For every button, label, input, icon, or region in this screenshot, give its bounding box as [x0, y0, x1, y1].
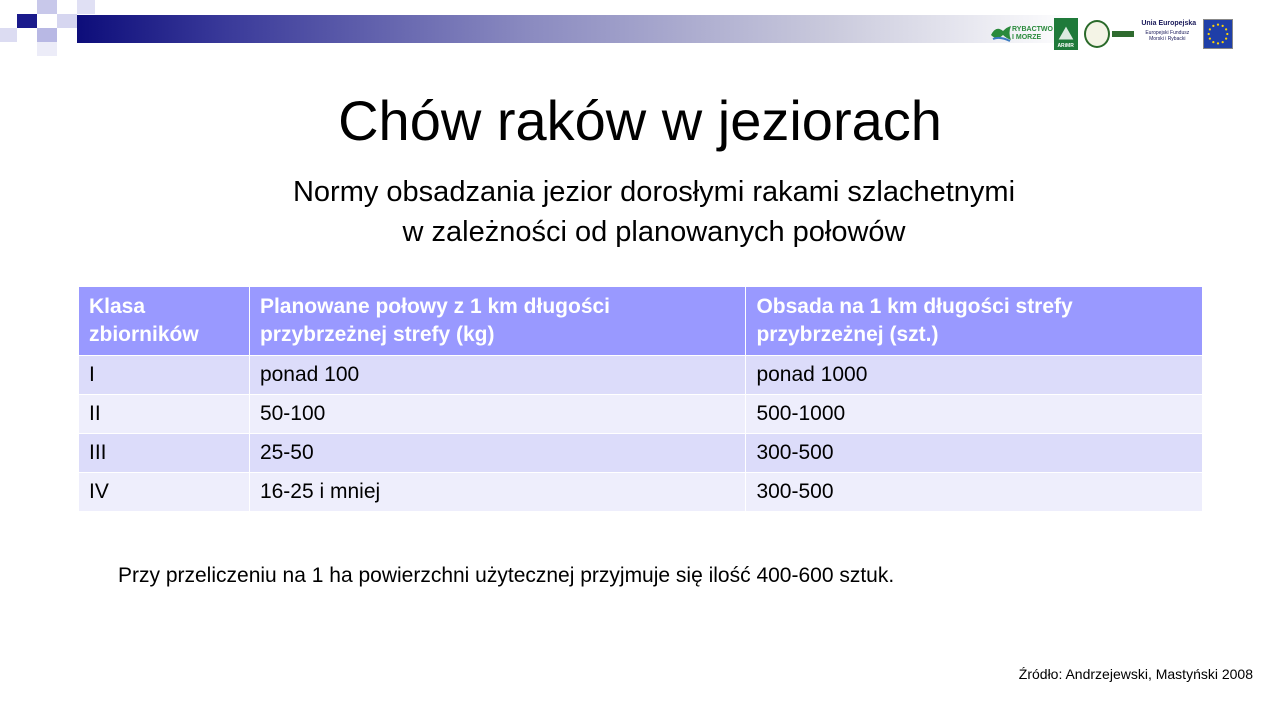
arimr-logo — [1054, 18, 1078, 50]
slide-title: Chów raków w jeziorach — [338, 89, 942, 152]
source-citation: Źródło: Andrzejewski, Mastyński 2008 — [1018, 666, 1253, 682]
table-cell: 16-25 i mniej — [249, 473, 746, 512]
sponsor-logos — [988, 16, 1233, 52]
table-cell: 300-500 — [746, 473, 1203, 512]
ministry-emblem-icon — [1084, 20, 1110, 48]
eu-flag-icon — [1203, 19, 1233, 49]
header-cell-stocking: Obsada na 1 km długości strefy przybrzeżnej (szt.) — [746, 287, 1203, 356]
decor-square — [57, 14, 77, 28]
table-cell: 25-50 — [249, 434, 746, 473]
table-cell: 300-500 — [746, 434, 1203, 473]
decor-square — [0, 28, 17, 42]
table-cell: I — [79, 356, 250, 395]
decor-square — [37, 28, 57, 42]
table-cell: 50-100 — [249, 395, 746, 434]
table-cell: II — [79, 395, 250, 434]
table-header-row — [79, 287, 1203, 356]
header-cell-class: Klasa zbiorników — [79, 287, 250, 356]
subtitle-line-2: w zależności od planowanych połowów — [402, 216, 906, 248]
table-cell: ponad 100 — [249, 356, 746, 395]
fish-icon — [990, 23, 1012, 43]
decor-square — [37, 0, 57, 14]
conversion-note: Przy przeliczeniu na 1 ha powierzchni użytecznej przyjmuje się ilość 400-600 sztuk. — [118, 564, 895, 587]
header-gradient-bar — [77, 15, 1077, 43]
subtitle-line-1: Normy obsadzania jezior dorosłymi rakami szlachetnymi — [292, 176, 1016, 208]
rybactwo-line1: RYBACTWO — [1012, 26, 1053, 33]
eu-stars-icon — [1204, 20, 1232, 48]
ministry-bar — [1112, 31, 1134, 37]
table-cell: III — [79, 434, 250, 473]
stocking-norms-table — [78, 286, 1203, 512]
table-cell: IV — [79, 473, 250, 512]
decor-square — [77, 0, 95, 14]
eu-logo-text — [1141, 18, 1197, 50]
table-row — [79, 434, 1203, 473]
arimr-label: ARiMR — [1057, 43, 1074, 49]
table-cell: 500-1000 — [746, 395, 1203, 434]
decor-square — [17, 14, 37, 28]
decor-square — [37, 42, 57, 56]
header-cell-catch: Planowane połowy z 1 km długości przybrzeżnej strefy (kg) — [249, 287, 746, 356]
eu-title: Unia Europejska — [1141, 20, 1197, 27]
table-row — [79, 356, 1203, 395]
eu-line2: Morski i Rybacki — [1149, 36, 1186, 42]
table-cell: ponad 1000 — [746, 356, 1203, 395]
eu-line1: Europejski Fundusz — [1145, 30, 1190, 36]
table-row — [79, 473, 1203, 512]
rybactwo-logo — [988, 18, 1053, 50]
arimr-emblem-icon — [1054, 23, 1078, 45]
rybactwo-line2: I MORZE — [1012, 34, 1042, 41]
slide-subtitle — [240, 172, 1068, 252]
ministry-logo — [1084, 19, 1136, 49]
table-row — [79, 395, 1203, 434]
